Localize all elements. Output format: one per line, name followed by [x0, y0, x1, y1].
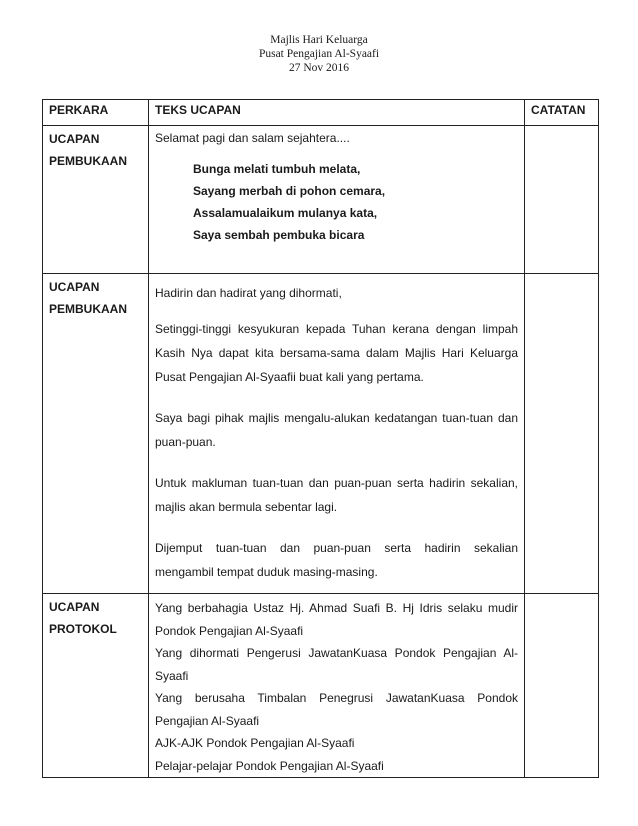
speech-paragraph: Saya bagi pihak majlis mengalu-alukan kedatangan tuan-tuan dan puan-puan. [155, 411, 518, 449]
header-organization: Pusat Pengajian Al-Syaafi [258, 48, 380, 60]
header-event-title: Majlis Hari Keluarga [270, 34, 368, 46]
verse-line: Assalamualaikum mulanya kata, [193, 206, 378, 220]
perkara-label: PEMBUKAAN [49, 154, 127, 168]
table-row [43, 274, 599, 594]
table-row [43, 594, 599, 778]
perkara-label: UCAPAN [49, 600, 100, 614]
catatan-cell [525, 594, 599, 778]
perkara-cell [43, 594, 149, 778]
column-header-teks-ucapan: TEKS UCAPAN [149, 100, 525, 126]
speech-paragraph: Setinggi-tinggi kesyukuran kepada Tuhan kerana dengan limpah Kasih Nya dapat kita bersama-sama dalam Majlis Hari Keluarga Pusat Pengajian Al-Syaafii buat kali yang pertama. [155, 322, 518, 384]
verse-line: Bunga melati tumbuh melata, [193, 162, 361, 176]
table-row [43, 126, 599, 274]
column-header-catatan: CATATAN [525, 100, 599, 126]
perkara-label: PEMBUKAAN [49, 302, 127, 316]
perkara-label: UCAPAN [49, 280, 100, 294]
speech-paragraph: Hadirin dan hadirat yang dihormati, [155, 286, 342, 300]
speech-text-cell [149, 594, 525, 778]
protocol-line: Yang berbahagia Ustaz Hj. Ahmad Suafi B. Hj Idris selaku mudir Pondok Pengajian Al-Syaafi [155, 601, 518, 638]
verse-line: Sayang merbah di pohon cemara, [193, 184, 386, 198]
protocol-line: Yang dihormati Pengerusi JawatanKuasa Pondok Pengajian Al-Syaafi [155, 646, 518, 683]
pantun-verse [155, 158, 518, 246]
perkara-cell [43, 274, 149, 594]
table-header-row [43, 100, 599, 126]
protocol-line: Pelajar-pelajar Pondok Pengajian Al-Syaafi [155, 758, 384, 773]
greeting-text: Selamat pagi dan salam sejahtera.... [155, 131, 350, 145]
catatan-cell [525, 274, 599, 594]
speech-table [42, 99, 599, 778]
perkara-label: UCAPAN [49, 132, 100, 146]
protocol-line: AJK-AJK Pondok Pengajian Al-Syaafi [155, 736, 355, 750]
perkara-cell [43, 126, 149, 274]
speech-text-cell [149, 126, 525, 274]
header-date: 27 Nov 2016 [288, 62, 350, 74]
protocol-line: Yang berusaha Timbalan Penegrusi JawatanKuasa Pondok Pengajian Al-Syaafi [155, 691, 518, 728]
verse-line: Saya sembah pembuka bicara [193, 228, 365, 242]
column-header-perkara: PERKARA [43, 100, 149, 126]
speech-paragraph: Dijemput tuan-tuan dan puan-puan serta hadirin sekalian mengambil tempat duduk masing-masing. [155, 541, 518, 579]
document-header [0, 33, 638, 75]
speech-paragraph: Untuk makluman tuan-tuan dan puan-puan serta hadirin sekalian, majlis akan bermula sebentar lagi. [155, 476, 518, 514]
perkara-label: PROTOKOL [49, 622, 117, 636]
catatan-cell [525, 126, 599, 274]
speech-text-cell [149, 274, 525, 594]
